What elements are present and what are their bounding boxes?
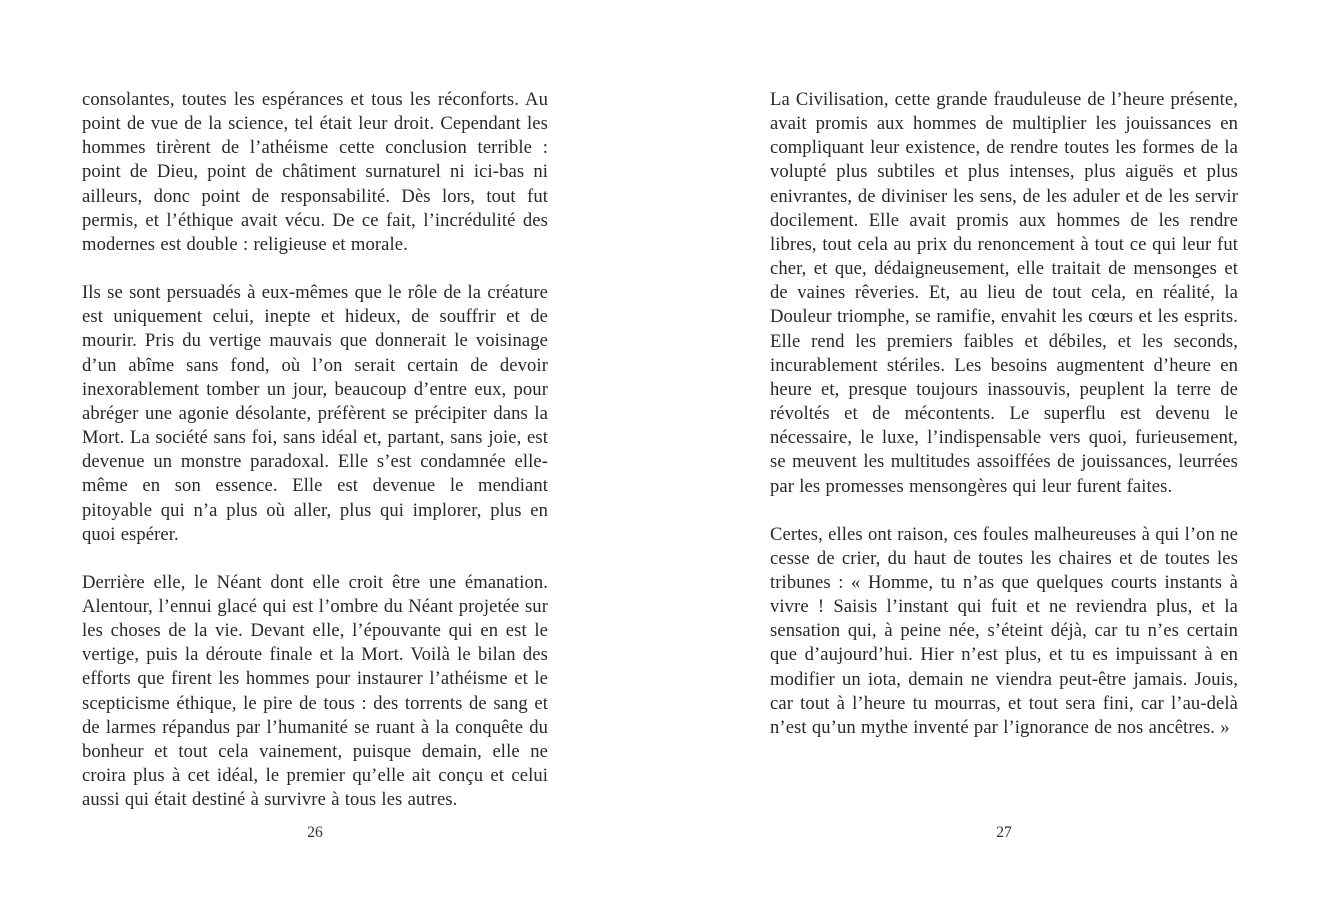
paragraph: Derrière elle, le Néant dont elle croit être une émanation. Alentour, l’ennui glacé qui est l’ombre du Néant projetée sur les choses de la vie. Devant elle, l’épouvante qui en est le vertige, puis la déroute finale et la Mort. Voilà le bilan des efforts que firent les hommes pour instaurer l’athéisme et le scepticisme éthique, le pire de tous : des torrents de sang et de larmes répandus par l’humanité se ruant à la conquête du bonheur et tout cela vainement, puisque demain, elle ne croira plus à cet idéal, le premier qu’elle ait conçu et celui aussi qui était destiné à survivre à tous les autres. (82, 571, 548, 811)
page-number-right: 27 (996, 824, 1012, 841)
paragraph: Certes, elles ont raison, ces foules malheureuses à qui l’on ne cesse de crier, du haut de toutes les chaires et de toutes les tribunes : « Homme, tu n’as que quelques courts instants à vivre ! Saisis l’instant qui fuit et ne reviendra plus, et la sensation qui, à peine née, s’éteint déjà, car tu n’es certain que d’aujourd’hui. Hier n’est plus, et tu es impuissant à en modifier un iota, demain ne viendra peut-être jamais. Jouis, car tout à l’heure tu mourras, et tout sera fini, car l’au-delà n’est qu’un mythe inventé par l’ignorance de nos ancêtres. » (770, 523, 1238, 738)
page-right-text-block (770, 88, 1238, 740)
paragraph: Ils se sont persuadés à eux-mêmes que le rôle de la créature est uniquement celui, inepte et hideux, de souffrir et de mourir. Pris du vertige mauvais que donnerait le voisinage d’un abîme sans fond, où l’on serait certain de devoir inexorablement tomber un jour, beaucoup d’entre eux, pour abréger une agonie désolante, préfèrent se précipiter dans la Mort. La société sans foi, sans idéal et, partant, sans joie, est devenue un monstre paradoxal. Elle s’est condamnée elle-même en son essence. Elle est devenue le mendiant pitoyable qui n’a plus où aller, plus qui implorer, plus en quoi espérer. (82, 282, 548, 545)
paragraph: consolantes, toutes les espérances et tous les réconforts. Au point de vue de la science, tel était leur droit. Cependant les hommes tirèrent de l’athéisme cette conclusion terrible : point de Dieu, point de châtiment surnaturel ni ici-bas ni ailleurs, donc point de responsabilité. Dès lors, tout fut permis, et l’éthique avait vécu. De ce fait, l’incrédulité des modernes est double : religieuse et morale. (82, 89, 548, 255)
page-number-left: 26 (307, 824, 323, 841)
page-right (659, 0, 1318, 903)
paragraph: La Civilisation, cette grande frauduleuse de l’heure présente, avait promis aux hommes de multiplier les jouissances en compliquant leur existence, de rendre toutes les formes de la volupté plus subtiles et plus intenses, plus aiguës et plus enivrantes, de diviniser les sens, de les aduler et de les servir docilement. Elle avait promis aux hommes de les rendre libres, tout cela au prix du renoncement à tout ce qui leur fut cher, et que, dédaigneusement, elle traitait de mensonges et de vaines rêveries. Et, au lieu de tout cela, en réalité, la Douleur triomphe, se ramifie, envahit les cœurs et les esprits. Elle rend les premiers faibles et débiles, et les seconds, incurablement stériles. Les besoins augmentent d’heure en heure et, presque toujours inassouvis, peuplent la terre de révoltés et de mécontents. Le superflu est devenu le nécessaire, le luxe, l’indispensable vers quoi, furieusement, se meuvent les multitudes assoiffées de jouissances, leurrées par les promesses mensongères qui leur furent faites. (770, 89, 1238, 497)
page-left-text-block (82, 88, 548, 812)
